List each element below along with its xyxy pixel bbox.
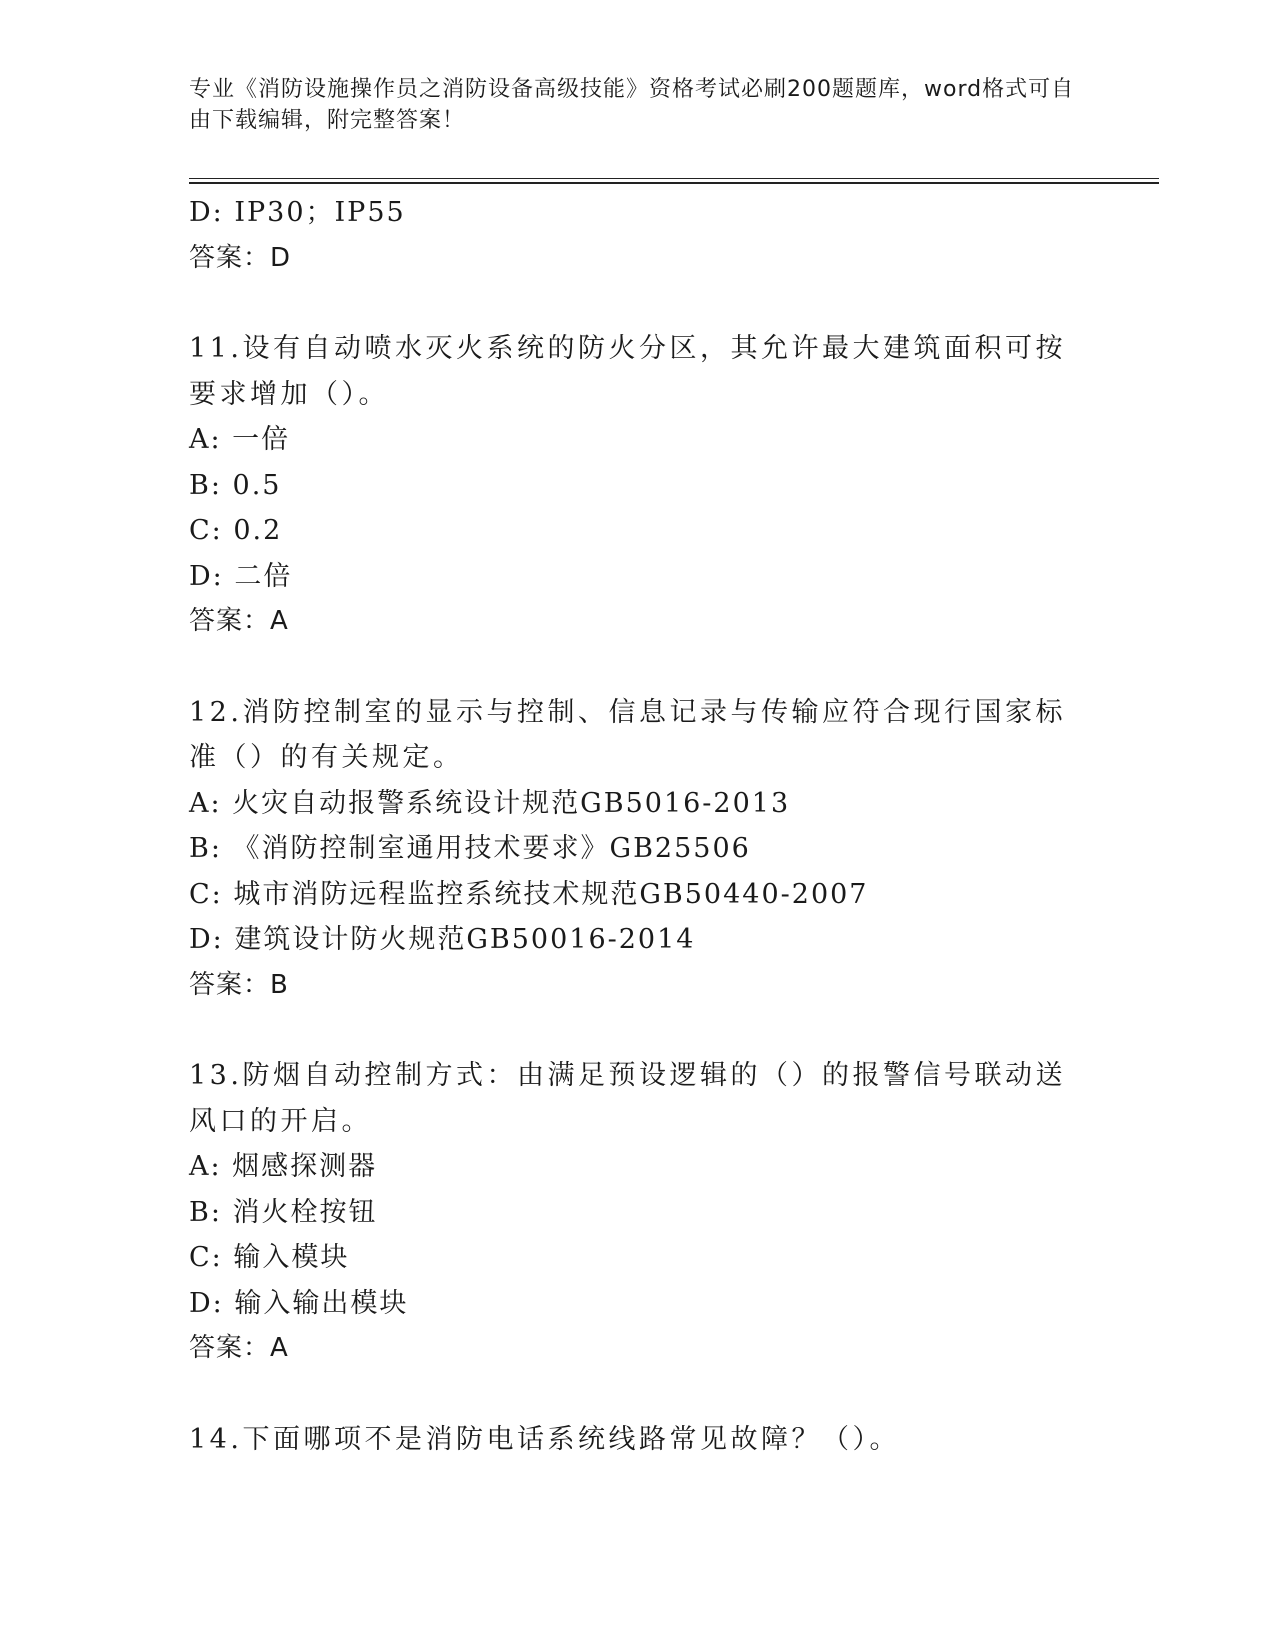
answer-line: 答案：D (189, 242, 292, 273)
spacer (189, 1008, 1089, 1053)
header-divider-thin (189, 178, 1159, 179)
option-c: C: 0.2 (189, 515, 283, 546)
question-13 (189, 1053, 1089, 1372)
answer-line: 答案：A (189, 606, 289, 636)
question-11 (189, 326, 1089, 645)
option-b: B: 消火栓按钮 (189, 1196, 378, 1228)
question-text: 12.消防控制室的显示与控制、信息记录与传输应符合现行国家标准（）的有关规定。 (189, 696, 1066, 773)
previous-question-tail (189, 190, 1089, 281)
header-divider-thick (189, 182, 1159, 184)
question-12 (189, 690, 1089, 1009)
option-b: B: 《消防控制室通用技术要求》GB25506 (189, 833, 751, 864)
spacer (189, 1372, 1089, 1417)
question-text: 14.下面哪项不是消防电话系统线路常见故障？（）。 (189, 1423, 900, 1455)
option-d: D: 建筑设计防火规范GB50016-2014 (189, 924, 696, 955)
question-14 (189, 1417, 1089, 1463)
question-content (189, 190, 1089, 1462)
option-c: C: 城市消防远程监控系统技术规范GB50440-2007 (189, 878, 869, 910)
option-a: A: 火灾自动报警系统设计规范GB5016-2013 (189, 787, 791, 819)
page-header: 专业《消防设施操作员之消防设备高级技能》资格考试必刷200题题库，word格式可自由下载编辑，附完整答案！ (189, 77, 1075, 133)
spacer (189, 645, 1089, 690)
option-b: B: 0.5 (189, 469, 282, 501)
question-text: 13.防烟自动控制方式：由满足预设逻辑的（）的报警信号联动送风口的开启。 (189, 1060, 1066, 1137)
option-a: A: 烟感探测器 (189, 1151, 378, 1182)
answer-line: 答案：A (189, 1333, 289, 1363)
spacer (189, 281, 1089, 326)
option-d: D: 输入输出模块 (189, 1287, 409, 1319)
option-a: A: 一倍 (189, 424, 291, 455)
option-c: C: 输入模块 (189, 1242, 350, 1273)
option-d: D: 二倍 (189, 560, 293, 592)
option-d: D: IP30；IP55 (189, 197, 406, 228)
question-text: 11.设有自动喷水灭火系统的防火分区，其允许最大建筑面积可按要求增加（）。 (189, 333, 1066, 410)
answer-line: 答案：B (189, 969, 289, 1000)
